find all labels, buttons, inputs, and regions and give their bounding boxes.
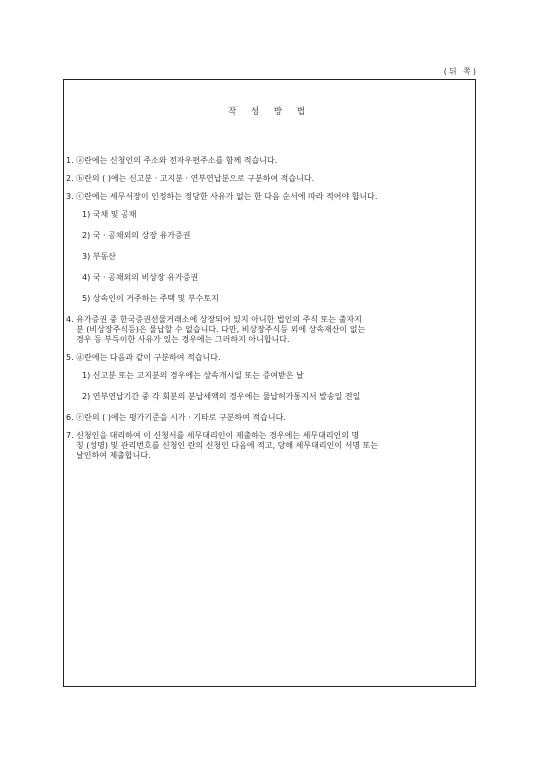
instruction-subitem-3-1: 1) 국채 및 공채 (82, 210, 137, 219)
instruction-item-4-line-2: 분 (비상장주식등)은 물납할 수 없습니다. 다만, 비상장주식등 외에 상속재산이 없는 (76, 325, 366, 334)
instruction-subitem-5-1: 1) 신고분 또는 고지분의 경우에는 상속개시일 또는 증여받은 날 (82, 371, 304, 380)
instruction-item-6: 6. ⓔ란의 ( )에는 평가기준을 시가 · 기타로 구분하여 적습니다. (66, 413, 286, 422)
instructions-title: 작 성 방 법 (228, 107, 311, 117)
instruction-subitem-3-3: 3) 부동산 (82, 252, 116, 261)
instruction-item-4-line-1: 4. 유가증권 중 한국증권선물거래소에 상장되어 있지 아니한 법인의 주식 또는 출자지 (66, 315, 362, 324)
instruction-item-7-line-2: 칭 (성명) 및 관리번호를 신청인 란의 신청인 다음에 적고, 당해 세무대리인이 서명 또는 (76, 441, 379, 450)
instruction-item-2: 2. ⓑ란의 ( )에는 신고분 · 고지분 · 연부연납분으로 구분하여 적습니다. (66, 174, 315, 183)
instruction-item-5: 5. ⓓ란에는 다음과 같이 구분하여 적습니다. (66, 353, 221, 362)
instruction-subitem-5-2: 2) 연부연납기간 중 각 회분의 분납세액의 경우에는 물납허가통지서 발송일 전일 (82, 392, 361, 401)
instructions-list (66, 156, 471, 469)
instruction-item-4 (66, 315, 471, 345)
instruction-subitem-3-5: 5) 상속인이 거주하는 주택 및 부수토지 (82, 294, 219, 303)
page-side-label: (뒤 쪽) (443, 67, 478, 76)
instruction-item-7-line-1: 7. 신청인을 대리하여 이 신청서를 세무대리인이 제출하는 경우에는 세무대리인의 명 (66, 431, 360, 440)
instruction-item-3: 3. ⓒ란에는 세무서장이 인정하는 정당한 사유가 없는 한 다음 순서에 따라 적어야 합니다. (66, 192, 378, 201)
instruction-subitem-3-4: 4) 국 · 공채외의 비상장 유가증권 (82, 273, 199, 282)
instructions-box (63, 79, 476, 687)
instruction-item-4-line-3: 경우 등 부득이한 사유가 있는 경우에는 그러하지 아니합니다. (76, 335, 290, 344)
instruction-subitem-3-2: 2) 국 · 공채외의 상장 유가증권 (82, 231, 191, 240)
instruction-item-1: 1. ⓐ란에는 신청인의 주소와 전자우편주소를 함께 적습니다. (66, 156, 278, 165)
instruction-item-7 (66, 431, 471, 461)
instruction-item-7-line-3: 날인하여 제출합니다. (76, 451, 151, 460)
